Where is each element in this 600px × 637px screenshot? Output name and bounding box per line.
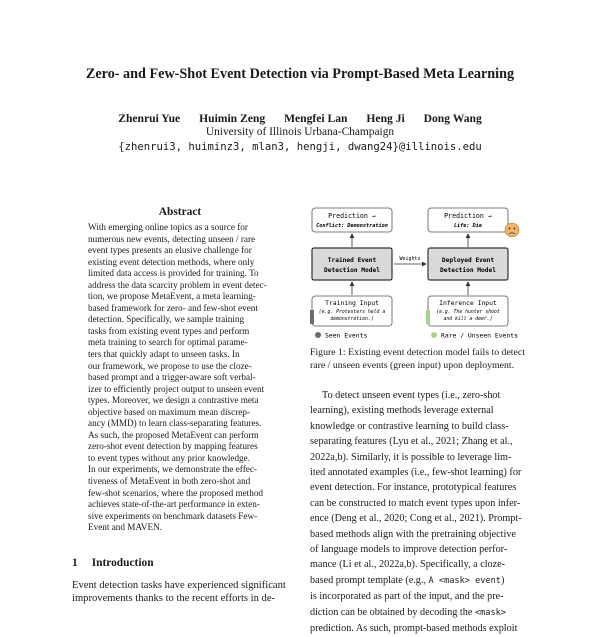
legend-seen-dot xyxy=(315,332,321,338)
paper-title: Zero- and Few-Shot Event Detection via Prompt-Based Meta Learning xyxy=(85,66,515,82)
training-input-title: Training Input xyxy=(325,299,379,307)
abstract-line: detection. Specifically, we sample training xyxy=(88,314,245,325)
author-name: Zhenrui Yue xyxy=(118,112,181,125)
right-column-paragraph xyxy=(310,388,532,637)
abstract-heading: Abstract xyxy=(158,206,202,218)
abstract-line: existing event detection methods, where only xyxy=(88,256,255,267)
paragraph-line xyxy=(310,480,532,495)
line-text: mance (Li et al., 2022a,b). Specifically, a cloze- xyxy=(310,559,506,571)
trained-model-label-1: Trained Event xyxy=(327,257,377,264)
abstract-line: meta training to search for optimal parame- xyxy=(88,337,248,348)
line-text: prediction. As such, prompt-based methods exploit xyxy=(310,623,518,635)
abstract-line: tion, we propose MetaEvent, a meta learning- xyxy=(88,291,256,302)
line-text: of language models to improve detection perfor- xyxy=(310,544,508,556)
abstract-line: izer to efficiently project output to unseen event xyxy=(88,383,265,394)
legend-unseen-dot xyxy=(431,332,437,338)
right-prediction-value: Life: Die xyxy=(453,223,483,229)
paragraph-line xyxy=(310,589,532,604)
abstract-line: numerous new events, detecting unseen / rare xyxy=(88,233,256,244)
abstract-line: event types presents an elusive challenge for xyxy=(88,245,252,256)
abstract-body xyxy=(88,222,278,534)
abstract-line: based prompt and a trigger-aware soft verbal- xyxy=(88,372,256,383)
paragraph-line xyxy=(310,542,532,557)
abstract-line: ancy (MMD) to learn class-separating features. xyxy=(88,418,262,429)
paragraph-line xyxy=(310,557,532,572)
code-snippet: <mask> xyxy=(474,607,506,618)
line-text: is incorporated as part of the input, and the pre- xyxy=(310,591,504,603)
intro-line: improvements thanks to the recent efforts in de- xyxy=(72,593,276,605)
legend-seen-label: Seen Events xyxy=(325,331,368,340)
inference-input-example-2: and kill a deer.) xyxy=(443,317,493,322)
paragraph-line xyxy=(310,496,532,511)
paragraph-line xyxy=(310,621,532,636)
trained-model-box xyxy=(312,248,392,280)
line-text: ) xyxy=(500,574,505,586)
legend-unseen-label: Rare / Unseen Events xyxy=(441,331,518,340)
line-text: To detect unseen event types (i.e., zero-shot xyxy=(322,390,501,401)
abstract-line: objective based on maximum mean discrep- xyxy=(88,406,251,417)
inference-input-example-1: (e.g. The hunter shoot xyxy=(436,310,500,315)
section-heading xyxy=(72,557,154,569)
paragraph-line xyxy=(310,434,532,449)
line-text: knowledge or contrastive learning to build class- xyxy=(310,420,509,432)
deployed-model-label-1: Deployed Event xyxy=(441,257,495,264)
deployed-model-label-2: Detection Model xyxy=(440,267,496,274)
line-text: 2022a,b). Similarly, it is possible to leverage lim- xyxy=(310,451,512,463)
figure-1 xyxy=(304,204,532,344)
paragraph-line xyxy=(310,450,532,465)
line-text: can be constructed to match event types upon infer- xyxy=(310,497,521,509)
abstract-line: few-shot scenarios, where the proposed method xyxy=(88,487,264,498)
left-prediction-value: Conflict: Demonstration xyxy=(316,223,388,229)
author-emails: {zhenrui3, huiminz3, mlan3, hengji, dwang24}@illinois.edu xyxy=(118,141,482,153)
training-input-example-2: demonstration.) xyxy=(330,317,374,322)
abstract-line: address the data scarcity problem in event detec- xyxy=(88,279,267,290)
abstract-line: ters that quickly adapt to unseen tasks. In xyxy=(88,349,240,360)
abstract-line: to event types without any prior knowledge. xyxy=(88,452,251,463)
paragraph-line xyxy=(310,403,532,418)
training-input-example-1: (e.g. Protesters held a xyxy=(318,310,386,315)
author-name: Dong Wang xyxy=(423,112,482,125)
deployed-model-box xyxy=(428,248,508,280)
inference-input-title: Inference Input xyxy=(439,299,497,307)
abstract-line: With emerging online topics as a source for xyxy=(88,222,248,232)
line-text: event detection. For instance, prototypical features xyxy=(310,482,517,494)
paragraph-line xyxy=(310,605,532,621)
figure-caption xyxy=(310,347,532,373)
caption-line: rare / unseen events (green input) upon deployment. xyxy=(310,359,515,371)
paragraph-line xyxy=(310,388,532,403)
line-text: learning), existing methods leverage external xyxy=(310,405,494,417)
author-name: Huimin Zeng xyxy=(199,112,266,125)
seen-input-marker xyxy=(310,310,314,324)
abstract-line: As such, the proposed MetaEvent can perform xyxy=(88,429,259,440)
trained-model-label-2: Detection Model xyxy=(324,267,380,274)
unseen-input-marker xyxy=(426,310,430,324)
line-text: based methods align with the pretraining objective xyxy=(310,528,516,540)
abstract-line: sive experiments on benchmark datasets Few- xyxy=(88,510,258,521)
intro-paragraph xyxy=(72,579,298,606)
paragraph-line xyxy=(310,465,532,480)
paragraph-line xyxy=(310,511,532,526)
paragraph-line xyxy=(310,573,532,589)
section-title: Introduction xyxy=(91,557,154,569)
caption-line: Figure 1: Existing event detection model fails to detect xyxy=(310,347,525,358)
line-text: based prompt template (e.g., xyxy=(310,574,429,586)
abstract-line: achieves state-of-the-art performance in exten- xyxy=(88,499,260,510)
abstract-line: our framework, we propose to use the cloze- xyxy=(88,360,252,371)
left-prediction-title: Prediction → xyxy=(328,212,376,220)
code-snippet: A <mask> event xyxy=(428,575,501,586)
abstract-line: limited data access is provided for training. To xyxy=(88,268,259,279)
weights-label: Weights xyxy=(399,256,421,262)
abstract-line: tiveness of MetaEvent in both zero-shot and xyxy=(88,476,251,487)
section-number: 1 xyxy=(72,557,78,569)
right-prediction-title: Prediction → xyxy=(444,212,492,220)
paragraph-line xyxy=(310,527,532,542)
line-text: diction can be obtained by decoding the xyxy=(310,606,475,618)
author-name: Mengfei Lan xyxy=(284,112,348,125)
line-text: separating features (Lyu et al., 2021; Zhang et al., xyxy=(310,436,513,448)
abstract-line: In our experiments, we demonstrate the effec- xyxy=(88,464,257,475)
affiliation: University of Illinois Urbana-Champaign xyxy=(205,126,395,138)
abstract-line: based framework for zero- and few-shot event xyxy=(88,302,258,313)
author-name: Heng Ji xyxy=(366,112,405,125)
abstract-line: tasks from existing event types and perform xyxy=(88,325,250,336)
author-list xyxy=(0,112,600,125)
intro-line: Event detection tasks have experienced significant xyxy=(72,580,286,591)
line-text: ited annotated examples (i.e., few-shot learning) for xyxy=(310,467,522,479)
abstract-line: zero-shot event detection by mapping features xyxy=(88,441,258,452)
abstract-line: types. Moreover, we design a contrastive meta xyxy=(88,395,259,406)
line-text: ence (Deng et al., 2020; Cong et al., 2021). Prompt- xyxy=(310,513,522,525)
abstract-line: Event and MAVEN. xyxy=(88,522,163,533)
paragraph-line xyxy=(310,419,532,434)
sad-face-icon xyxy=(505,223,519,237)
